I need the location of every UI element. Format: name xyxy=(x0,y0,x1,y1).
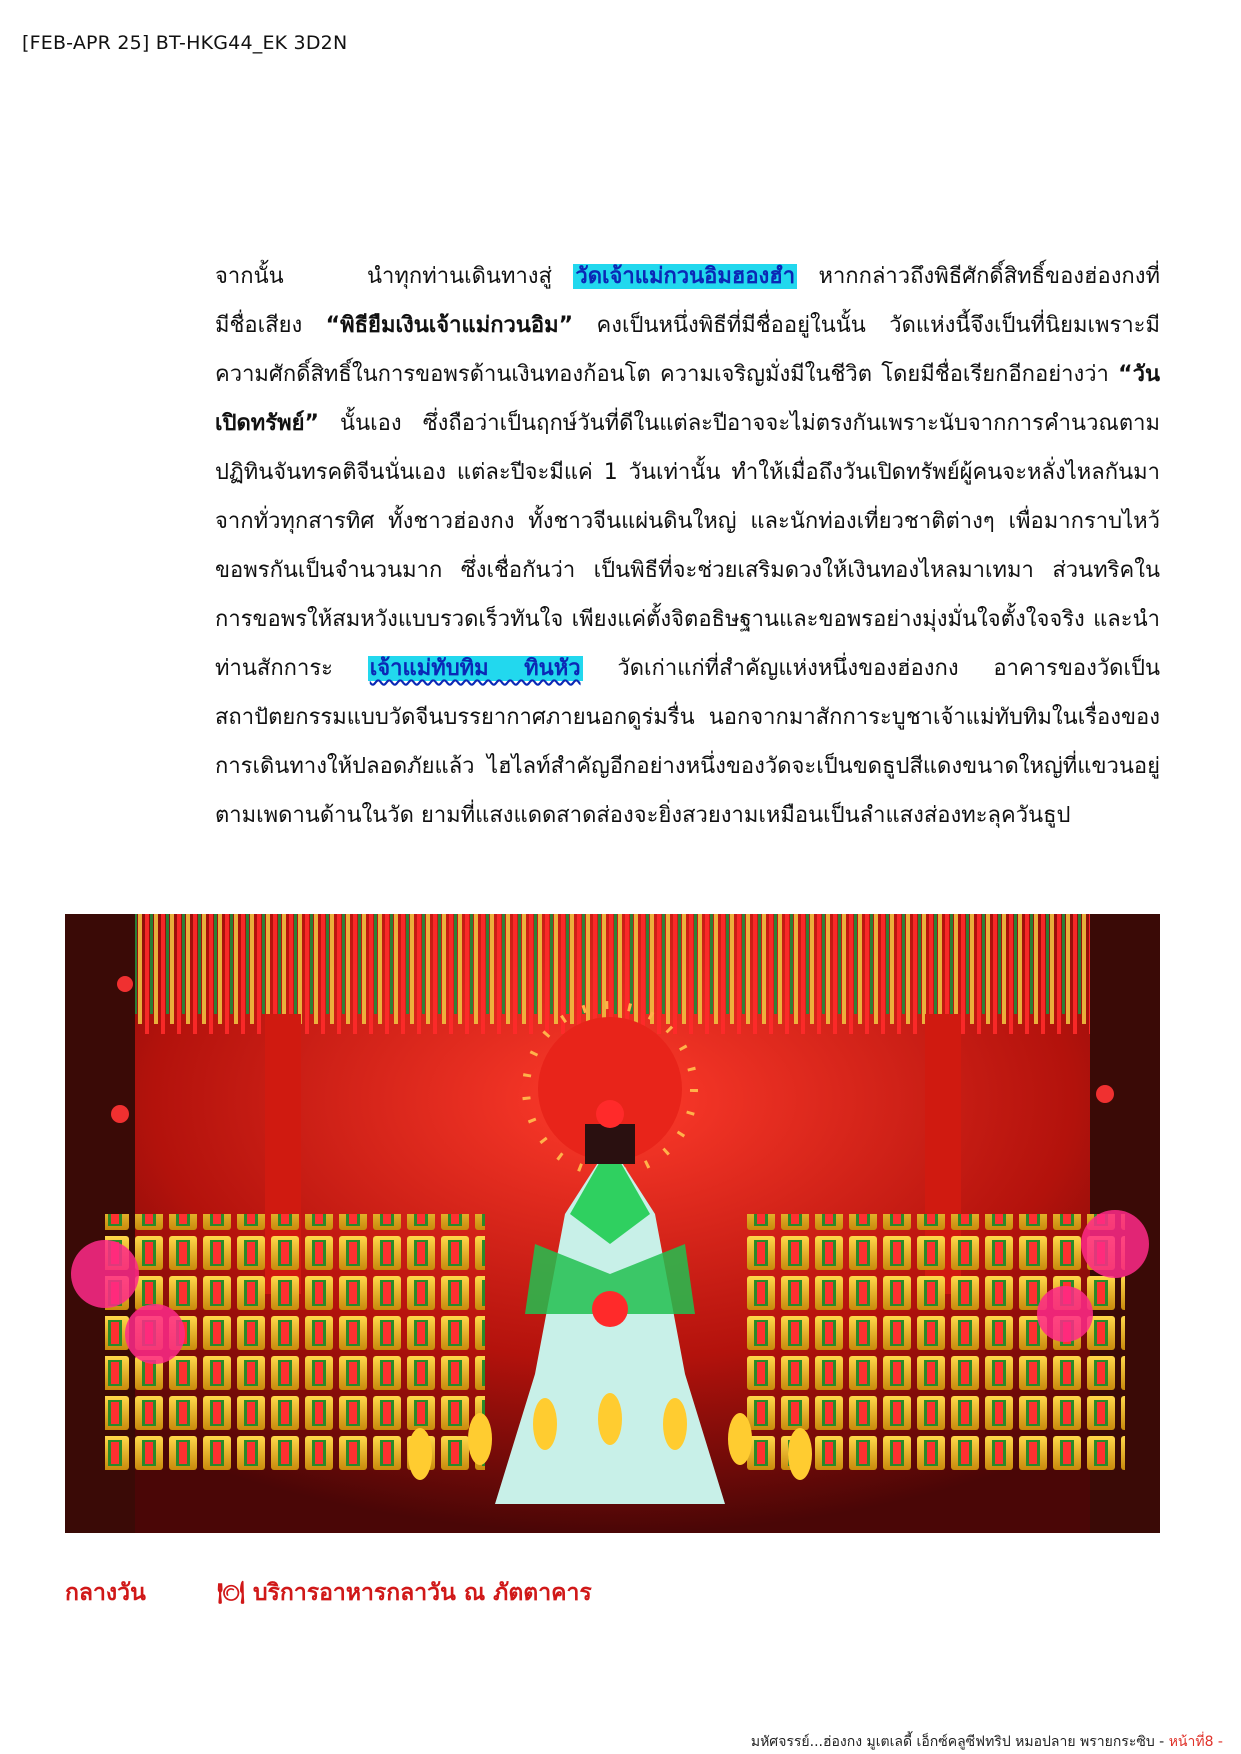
temple-altar-photo xyxy=(65,914,1160,1533)
footer-text: มหัศจรรย์...ฮ่องกง มูเตเลดี้ เอ็กซ์คลูซีฟทริป หมอปลาย พรายกระซิบ - xyxy=(750,1734,1169,1750)
time-lead: จากนั้น xyxy=(215,264,284,289)
meal-time-label: กลางวัน xyxy=(65,1580,146,1606)
temple-highlight-kwun-yum: วัดเจ้าแม่กวนอิมฮองฮำ xyxy=(575,264,796,289)
page-number: หน้าที่8 - xyxy=(1168,1734,1223,1750)
meal-description: บริการอาหารกลาวัน ณ ภัตตาคาร xyxy=(252,1580,592,1606)
itinerary-description xyxy=(215,252,1160,840)
ritual-name: “พิธียืมเงินเจ้าแม่กวนอิม” xyxy=(325,313,574,338)
text-segment: หากกล่าวถึงพิธีศักดิ์สิทธิ์ของฮ่องกงที่มีชื่อเสียง xyxy=(215,264,1160,338)
text-segment: นำทุกท่านเดินทางสู่ xyxy=(367,264,574,289)
dining-icon: 🍽 xyxy=(217,1580,245,1606)
document-code: [FEB-APR 25] BT-HKG44_EK 3D2N xyxy=(22,32,348,54)
temple-highlight-tin-hau: เจ้าแม่ทับทิม ทินหัว xyxy=(369,656,581,681)
description-paragraph xyxy=(215,252,1160,840)
text-segment: วัดเก่าแก่ที่สำคัญแห่งหนึ่งของฮ่องกง อาคารของวัดเป็นสถาปัตยกรรมแบบวัดจีนบรรยากาศภายนอกดูร่มรื่น นอกจากมาสักการะบูชาเจ้าแม่ทับทิมในเรื่องของการเดินทางให้ปลอดภัยแล้ว ไฮไลท์สำคัญอีกอย่างหนึ่งของวัดจะเป็นขดธูปสีแดงขนาดใหญ่ที่แขวนอยู่ตามเพดานด้านในวัด ยามที่แสงแดดสาดส่องจะยิ่งสวยงามเหมือนเป็นลำแสงส่องทะลุควันธูป xyxy=(215,656,1160,828)
page-footer xyxy=(751,1731,1223,1753)
wealth-day-name: “วันเปิดทรัพย์” xyxy=(215,362,1160,436)
lunch-row xyxy=(65,1575,592,1611)
text-segment: นั้นเอง ซึ่งถือว่าเป็นฤกษ์วันที่ดีในแต่ละปีอาจจะไม่ตรงกันเพราะนับจากการคำนวณตามปฏิทินจันทรคติจีนนั่นเอง แต่ละปีจะมีแค่ 1 วันเท่านั้น ทำให้เมื่อถึงวันเปิดทรัพย์ผู้คนจะหลั่งไหลกันมาจากทั่วทุกสารทิศ ทั้งชาวฮ่องกง ทั้งชาวจีนแผ่นดินใหญ่ และนักท่องเที่ยวชาติต่างๆ เพื่อมากราบไหว้ขอพรกันเป็นจำนวนมาก ซึ่งเชื่อกันว่า เป็นพิธีที่จะช่วยเสริมดวงให้เงินทองไหลมาเทมา ส่วนทริคในการขอพรให้สมหวังแบบรวดเร็วทันใจ เพียงแค่ตั้งจิตอธิษฐานและขอพรอย่างมุ่งมั่นใจตั้งใจจริง และนำท่านสักการะ xyxy=(215,411,1160,681)
text-segment: คงเป็นหนึ่งพิธีที่มีชื่ออยู่ในนั้น วัดแห่งนี้จึงเป็นที่นิยมเพราะมีความศักดิ์สิทธิ์ในการขอพรด้านเงินทองก้อนโต ความเจริญมั่งมีในชีวิต โดยมีชื่อเรียกอีกอย่างว่า xyxy=(215,313,1160,387)
